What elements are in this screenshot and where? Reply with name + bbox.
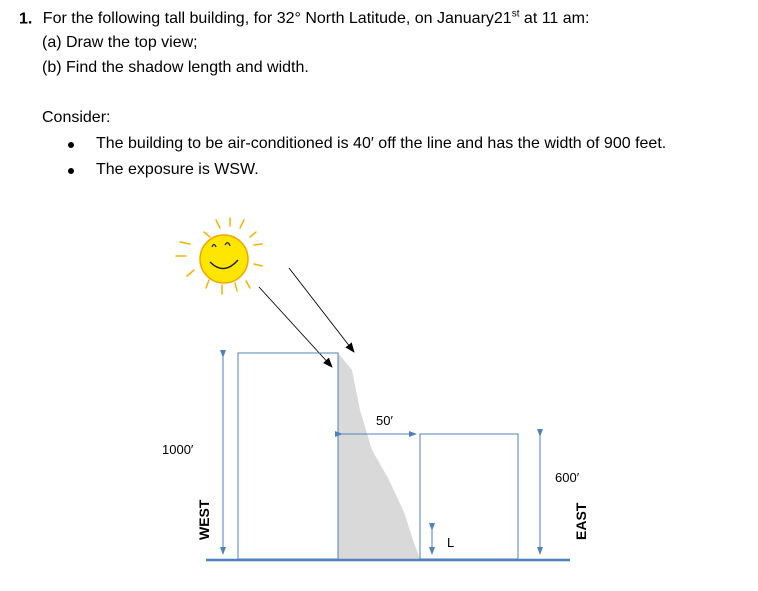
question-part-a: (a) Draw the top view; — [42, 34, 198, 51]
question-text: For the following tall building, for 32° North Latitude, on January21st at 11 am: — [42, 9, 590, 28]
question-number: 1. — [19, 10, 33, 28]
superscript-st: st — [511, 9, 520, 20]
sun-ray — [289, 268, 354, 352]
label-shadow-length: L — [447, 535, 455, 550]
question-part-b: (b) Find the shadow length and width. — [42, 59, 309, 76]
consider-bullet-1: The building to be air-conditioned is 40′ off the line and has the width of 900 feet. — [96, 135, 667, 152]
label-east: EAST — [573, 502, 589, 540]
sun-icon — [176, 218, 262, 294]
short-building — [420, 434, 518, 559]
label-height-tall: 1000′ — [162, 442, 194, 457]
label-height-short: 600′ — [555, 470, 580, 485]
consider-heading: Consider: — [42, 109, 111, 126]
shadow-area — [338, 353, 420, 559]
label-gap: 50′ — [376, 413, 393, 428]
sun-ray — [259, 287, 332, 367]
consider-bullet-2: The exposure is WSW. — [96, 161, 259, 178]
label-west: WEST — [196, 499, 212, 540]
tall-building — [238, 353, 338, 559]
